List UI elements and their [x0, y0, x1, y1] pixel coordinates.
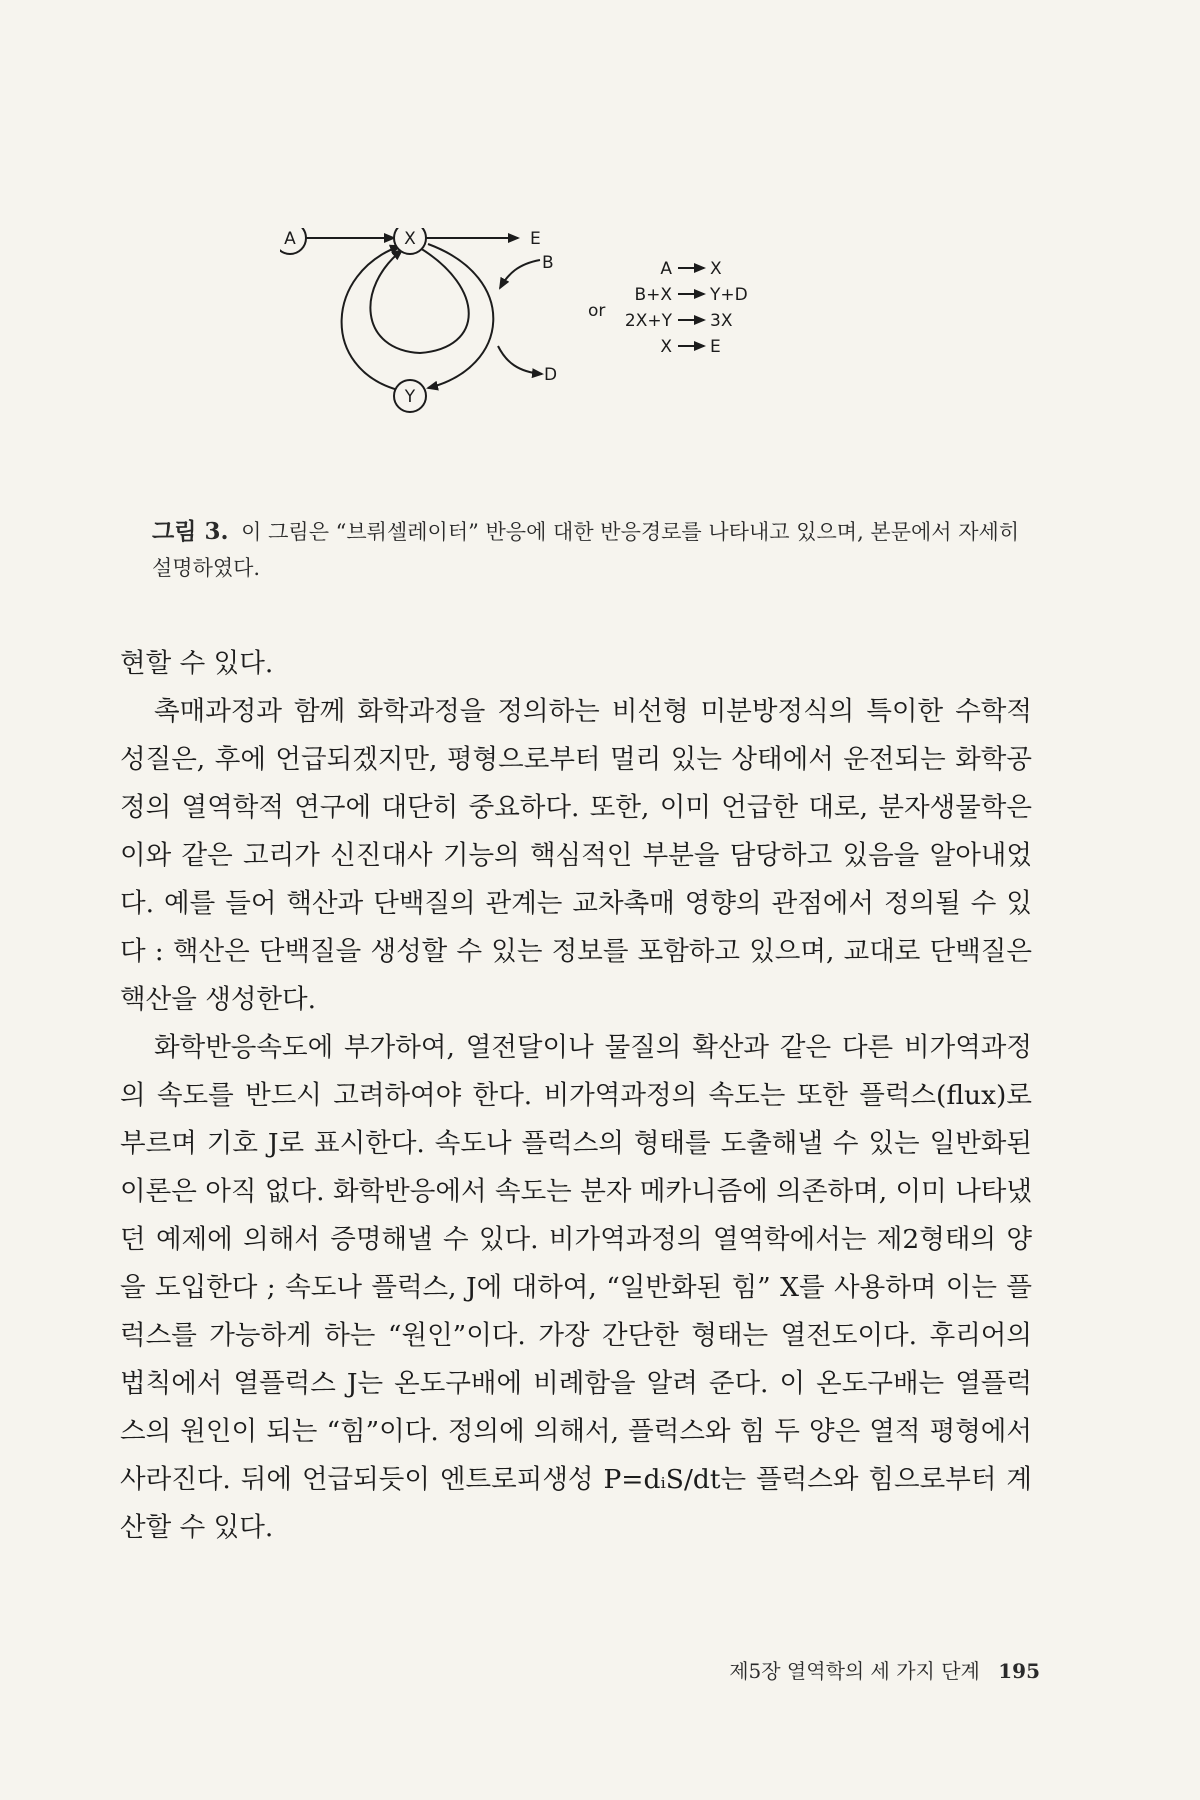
reaction-4-left: X [660, 337, 672, 357]
loop-x-to-y [428, 244, 493, 388]
reaction-pathway-svg [280, 228, 900, 488]
or-label: or [588, 301, 606, 321]
paragraph-flux: 화학반응속도에 부가하여, 열전달이나 물질의 확산과 같은 다른 비가역과정의 속도를 반드시 고려하여야 한다. 비가역과정의 속도는 또한 플럭스(flux)로 부르며 기호 J로 표시한다. 속도나 플럭스의 형태를 도출해낼 수 있는 일반화된 이론은 아직 없다. 화학반응에서 속도는 분자 메카니즘에 의존하며, 이미 나타냈던 예제에 의해서 증명해낼 수 있다. 비가역과정의 열역학에서는 제2형태의 양을 도입한다 ; 속도나 플럭스, J에 대하여, “일반화된 힘” X를 사용하며 이는 플럭스를 가능하게 하는 “원인”이다. 가장 간단한 형태는 열전도이다. 후리어의 법칙에서 열플럭스 J는 온도구배에 비례함을 알려 준다. 이 온도구배는 열플럭스의 원인이 되는 “힘”이다. 정의에 의해서, 플럭스와 힘 두 양은 열적 평형에서 사라진다. 뒤에 언급되듯이 엔트로피생성 P=dᵢS/dt는 플럭스와 힘으로부터 계산할 수 있다. [120, 1032, 1032, 1543]
output-d-label: D [544, 365, 558, 385]
input-b-label: B [542, 253, 554, 273]
caption-label: 그림 3. [152, 518, 229, 545]
caption-text: 이 그림은 “브뤼셀레이터” 반응에 대한 반응경로를 나타내고 있으며, 본문에서 자세히 설명하였다. [152, 520, 1020, 580]
reaction-4 [660, 337, 720, 357]
body-text [120, 640, 1032, 1552]
page-number: 195 [998, 1659, 1040, 1683]
output-e-label: E [530, 229, 541, 249]
inner-loop [370, 248, 468, 353]
arrow-b-input [500, 260, 540, 288]
reaction-1-left: A [660, 259, 672, 279]
paragraph-continuation: 현할 수 있다. [120, 648, 274, 679]
brusselator-diagram [280, 228, 900, 488]
reaction-1-right: X [710, 259, 722, 279]
reaction-3 [625, 311, 733, 331]
node-x-label: X [404, 229, 416, 249]
node-a-label: A [284, 229, 296, 249]
node-y-label: Y [404, 387, 416, 407]
reaction-4-right: E [710, 337, 721, 357]
reaction-2-right: Y+D [710, 285, 748, 305]
reaction-2-left: B+X [634, 285, 672, 305]
chapter-title: 제5장 열역학의 세 가지 단계 [729, 1659, 980, 1683]
reaction-3-left: 2X+Y [624, 311, 672, 331]
reaction-1 [660, 259, 722, 279]
reaction-2 [634, 285, 747, 305]
paragraph-catalysis: 촉매과정과 함께 화학과정을 정의하는 비선형 미분방정식의 특이한 수학적 성질은, 후에 언급되겠지만, 평형으로부터 멀리 있는 상태에서 운전되는 화학공정의 열역학적 연구에 대단히 중요하다. 또한, 이미 언급한 대로, 분자생물학은 이와 같은 고리가 신진대사 기능의 핵심적인 부분을 담당하고 있음을 알아내었다. 예를 들어 핵산과 단백질의 관계는 교차촉매 영향의 관점에서 정의될 수 있다 : 핵산은 단백질을 생성할 수 있는 정보를 포함하고 있으며, 교대로 단백질은 핵산을 생성한다. [120, 696, 1032, 1015]
reaction-3-right: 3X [710, 311, 733, 331]
page-footer [640, 1655, 1040, 1684]
figure-caption [152, 514, 1032, 586]
arrow-d-output [498, 346, 542, 374]
